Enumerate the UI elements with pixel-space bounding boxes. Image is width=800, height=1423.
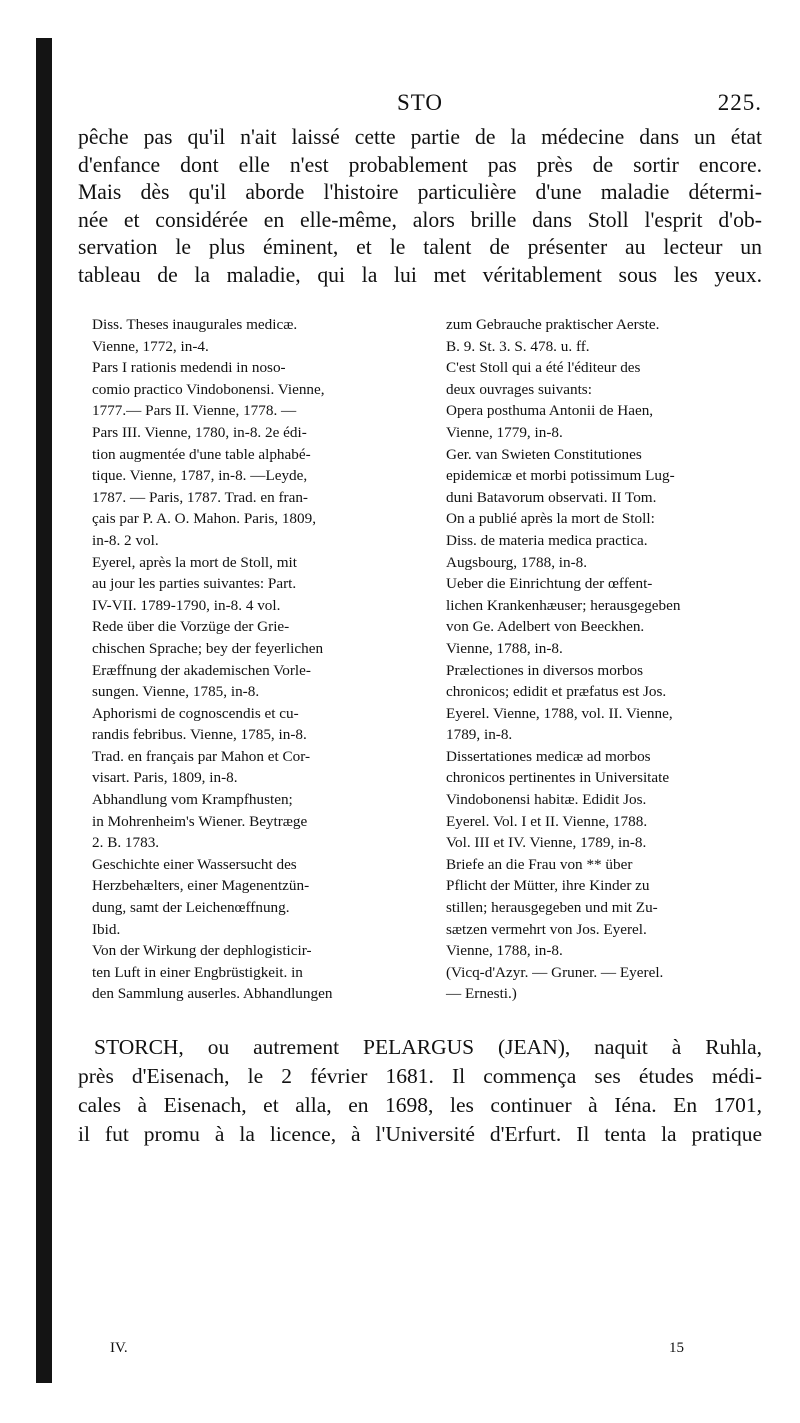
bibliography-right-entry bbox=[432, 400, 762, 443]
signature-mark: IV. bbox=[110, 1340, 128, 1356]
bibliography-left-entry bbox=[78, 616, 408, 702]
bibliography-left-entry-line: den Sammlung auserles. Abhandlungen bbox=[92, 985, 333, 1003]
bibliography-right-entry-line: Eyerel. Vienne, 1788, vol. II. Vienne, bbox=[446, 704, 673, 722]
bibliography-right-entry bbox=[432, 573, 762, 659]
bibliography-left-entry-line: Pars III. Vienne, 1780, in-8. 2e édi- bbox=[92, 423, 307, 441]
bibliography-left-entry bbox=[78, 703, 408, 789]
bibliography-left-entry bbox=[78, 357, 408, 551]
bibliography-right-column bbox=[432, 314, 762, 1005]
running-title: STO bbox=[396, 90, 444, 115]
bibliography-left-entry-line: ten Luft in einer Engbrüstigkeit. in bbox=[92, 963, 303, 981]
bibliography-left-entry bbox=[78, 314, 408, 357]
bibliography-right-entry bbox=[432, 444, 762, 509]
intro-line: née et considérée en elle-même, alors brille dans Stoll l'esprit d'ob- bbox=[78, 207, 762, 232]
bio-line: cales à Eisenach, et alla, en 1698, les continuer à Iéna. En 1701, bbox=[78, 1093, 762, 1117]
book-binding-edge bbox=[36, 38, 52, 1383]
bibliography-left-entry-line: Eræffnung der akademischen Vorle- bbox=[92, 661, 311, 679]
bibliography-right-entry-line: zum Gebrauche praktischer Aerste. bbox=[446, 316, 660, 333]
bibliography-right-entry-line: deux ouvrages suivants: bbox=[446, 380, 592, 398]
bibliography-left-entry-line: 1777.— Pars II. Vienne, 1778. — bbox=[92, 402, 297, 420]
bibliography-left-entry-line: au jour les parties suivantes: Part. bbox=[92, 575, 297, 593]
bibliography-right-entry bbox=[432, 746, 762, 854]
intro-line: d'enfance dont elle n'est probablement pas près de sortir encore. bbox=[78, 152, 762, 177]
bibliography-left-column bbox=[78, 314, 408, 1005]
bibliography-left-entry bbox=[78, 940, 408, 1005]
bibliography-right-entry-line: lichen Krankenhæuser; herausgegeben bbox=[446, 596, 681, 614]
bibliography-right-entry-line: epidemicæ et morbi potissimum Lug- bbox=[446, 467, 675, 485]
bibliography-right-entry-line: duni Batavorum observati. II Tom. bbox=[446, 488, 657, 506]
bibliography-right-entry-line: chronicos pertinentes in Universitate bbox=[446, 769, 670, 787]
bibliography-left-entry-line: dung, samt der Leichenœffnung. bbox=[92, 899, 290, 917]
bibliography-left-entry-line: tion augmentée d'une table alphabé- bbox=[92, 445, 311, 463]
bibliography-right-entry-line: Dissertationes medicæ ad morbos bbox=[446, 747, 651, 765]
bibliography-right-entry-line: Vindobonensi habitæ. Edidit Jos. bbox=[446, 791, 647, 809]
bibliography-right-entry-line: C'est Stoll qui a été l'éditeur des bbox=[446, 359, 641, 377]
bibliography-left-entry-line: Geschichte einer Wassersucht des bbox=[92, 855, 297, 873]
bibliography-right-entry-line: — Ernesti.) bbox=[446, 985, 517, 1003]
bibliography-right-entry-line: Vienne, 1779, in-8. bbox=[446, 423, 563, 441]
bibliography-left-entry-line: tique. Vienne, 1787, in-8. —Leyde, bbox=[92, 467, 308, 485]
bibliography-left-entry-line: 1787. — Paris, 1787. Trad. en fran- bbox=[92, 488, 308, 506]
bibliography-right-entry-line: 1789, in-8. bbox=[446, 726, 513, 744]
bibliography-left-entry-line: visart. Paris, 1809, in-8. bbox=[92, 769, 238, 787]
bibliography-right-entry bbox=[432, 854, 762, 962]
bibliography-right-entry-line: Opera posthuma Antonii de Haen, bbox=[446, 402, 654, 420]
bibliography-right-entry-line: stillen; herausgegeben und mit Zu- bbox=[446, 899, 658, 917]
bibliography-left-entry bbox=[78, 552, 408, 617]
intro-line: pêche pas qu'il n'ait laissé cette partie de la médecine dans un état bbox=[78, 125, 762, 149]
bibliography-right-entry-line: Vol. III et IV. Vienne, 1789, in-8. bbox=[446, 834, 647, 852]
bibliography-right-entry-line: (Vicq-d'Azyr. — Gruner. — Eyerel. bbox=[446, 963, 664, 981]
bibliography-left-entry-line: Trad. en français par Mahon et Cor- bbox=[92, 747, 311, 765]
bibliography-right-entry bbox=[432, 357, 762, 400]
bibliography-right-entry bbox=[432, 660, 762, 746]
bibliography-left-entry-line: 2. B. 1783. bbox=[92, 834, 160, 852]
bibliography-right-entry-line: sætzen vermehrt von Jos. Eyerel. bbox=[446, 920, 647, 938]
bibliography-right-entry-line: von Ge. Adelbert von Beeckhen. bbox=[446, 618, 645, 636]
intro-line: servation le plus éminent, et le talent de présenter au lecteur un bbox=[78, 235, 762, 259]
bibliography-left-entry bbox=[78, 854, 408, 940]
bibliography-left-entry-line: chischen Sprache; bey der feyerlichen bbox=[92, 639, 324, 657]
bibliography-right-entry-line: Augsbourg, 1788, in-8. bbox=[446, 553, 588, 571]
intro-line: Mais dès qu'il aborde l'histoire particulière d'une maladie détermi- bbox=[78, 180, 762, 204]
bibliography-columns bbox=[78, 314, 762, 1005]
bibliography-left-entry-line: Von der Wirkung der dephlogisticir- bbox=[92, 942, 312, 960]
bibliography-left-entry-line: Abhandlung vom Krampfhusten; bbox=[92, 791, 293, 809]
bibliography-right-entry-line: Vienne, 1788, in-8. bbox=[446, 639, 563, 657]
bibliography-right-entry-line: On a publié après la mort de Stoll: bbox=[446, 510, 655, 528]
bibliography-right-entry-line: B. 9. St. 3. S. 478. u. ff. bbox=[446, 337, 590, 355]
page bbox=[78, 90, 762, 1149]
bio-line: il fut promu à la licence, à l'Université d'Erfurt. Il tenta la pratique bbox=[78, 1122, 762, 1146]
bibliography-left-entry-line: Eyerel, après la mort de Stoll, mit bbox=[92, 553, 297, 571]
intro-paragraph bbox=[78, 124, 762, 289]
bio-line: près d'Eisenach, le 2 février 1681. Il commença ses études médi- bbox=[78, 1064, 762, 1088]
bibliography-left-entry-line: in-8. 2 vol. bbox=[92, 531, 159, 549]
bibliography-right-entry-line: Briefe an die Frau von ** über bbox=[446, 855, 633, 873]
bibliography-left-entry-line: comio practico Vindobonensi. Vienne, bbox=[92, 380, 325, 398]
bibliography-right-entry bbox=[432, 314, 762, 357]
bibliography-right-entry-line: Ueber die Einrichtung der œffent- bbox=[446, 575, 653, 593]
bibliography-left-entry-line: in Mohrenheim's Wiener. Beytræge bbox=[92, 812, 308, 830]
bibliography-left-entry-line: Diss. Theses inaugurales medicæ. bbox=[92, 316, 298, 333]
bibliography-right-entry-line: chronicos; edidit et præfatus est Jos. bbox=[446, 683, 667, 701]
bibliography-left-entry-line: Aphorismi de cognoscendis et cu- bbox=[92, 704, 299, 722]
bio-line: STORCH, ou autrement PELARGUS (JEAN), naquit à Ruhla, bbox=[94, 1035, 762, 1059]
bibliography-left-entry-line: sungen. Vienne, 1785, in-8. bbox=[92, 683, 260, 701]
bibliography-right-entry-line: Vienne, 1788, in-8. bbox=[446, 942, 563, 960]
intro-line: tableau de la maladie, qui la lui met véritablement sous les yeux. bbox=[78, 262, 762, 287]
page-number: 225. bbox=[717, 90, 762, 115]
bibliography-left-entry-line: randis febribus. Vienne, 1785, in-8. bbox=[92, 726, 307, 744]
bibliography-left-entry-line: Vienne, 1772, in-4. bbox=[92, 337, 209, 355]
bibliography-left-entry-line: Pars I rationis medendi in noso- bbox=[92, 359, 286, 377]
bibliography-right-entry-line: Prælectiones in diversos morbos bbox=[446, 661, 643, 679]
bibliography-right-entry bbox=[432, 962, 762, 1005]
running-header bbox=[78, 90, 762, 116]
bibliography-left-entry bbox=[78, 789, 408, 854]
bibliography-left-entry-line: IV-VII. 1789-1790, in-8. 4 vol. bbox=[92, 596, 281, 614]
bibliography-right-entry bbox=[432, 530, 762, 573]
bibliography-left-entry-line: Rede über die Vorzüge der Grie- bbox=[92, 618, 290, 636]
bibliography-left-entry-line: Herzbehælters, einer Magenentzün- bbox=[92, 877, 310, 895]
bibliography-right-entry-line: Diss. de materia medica practica. bbox=[446, 531, 648, 549]
bibliography-left-entry-line: Ibid. bbox=[92, 920, 121, 938]
storch-entry-paragraph bbox=[78, 1033, 762, 1149]
bibliography-left-entry-line: çais par P. A. O. Mahon. Paris, 1809, bbox=[92, 510, 316, 528]
gathering-number: 15 bbox=[669, 1340, 684, 1356]
bibliography-right-entry-line: Eyerel. Vol. I et II. Vienne, 1788. bbox=[446, 812, 648, 830]
bibliography-right-entry-line: Pflicht der Mütter, ihre Kinder zu bbox=[446, 877, 650, 895]
bibliography-right-entry-line: Ger. van Swieten Constitutiones bbox=[446, 445, 642, 463]
bibliography-right-entry bbox=[432, 508, 762, 530]
